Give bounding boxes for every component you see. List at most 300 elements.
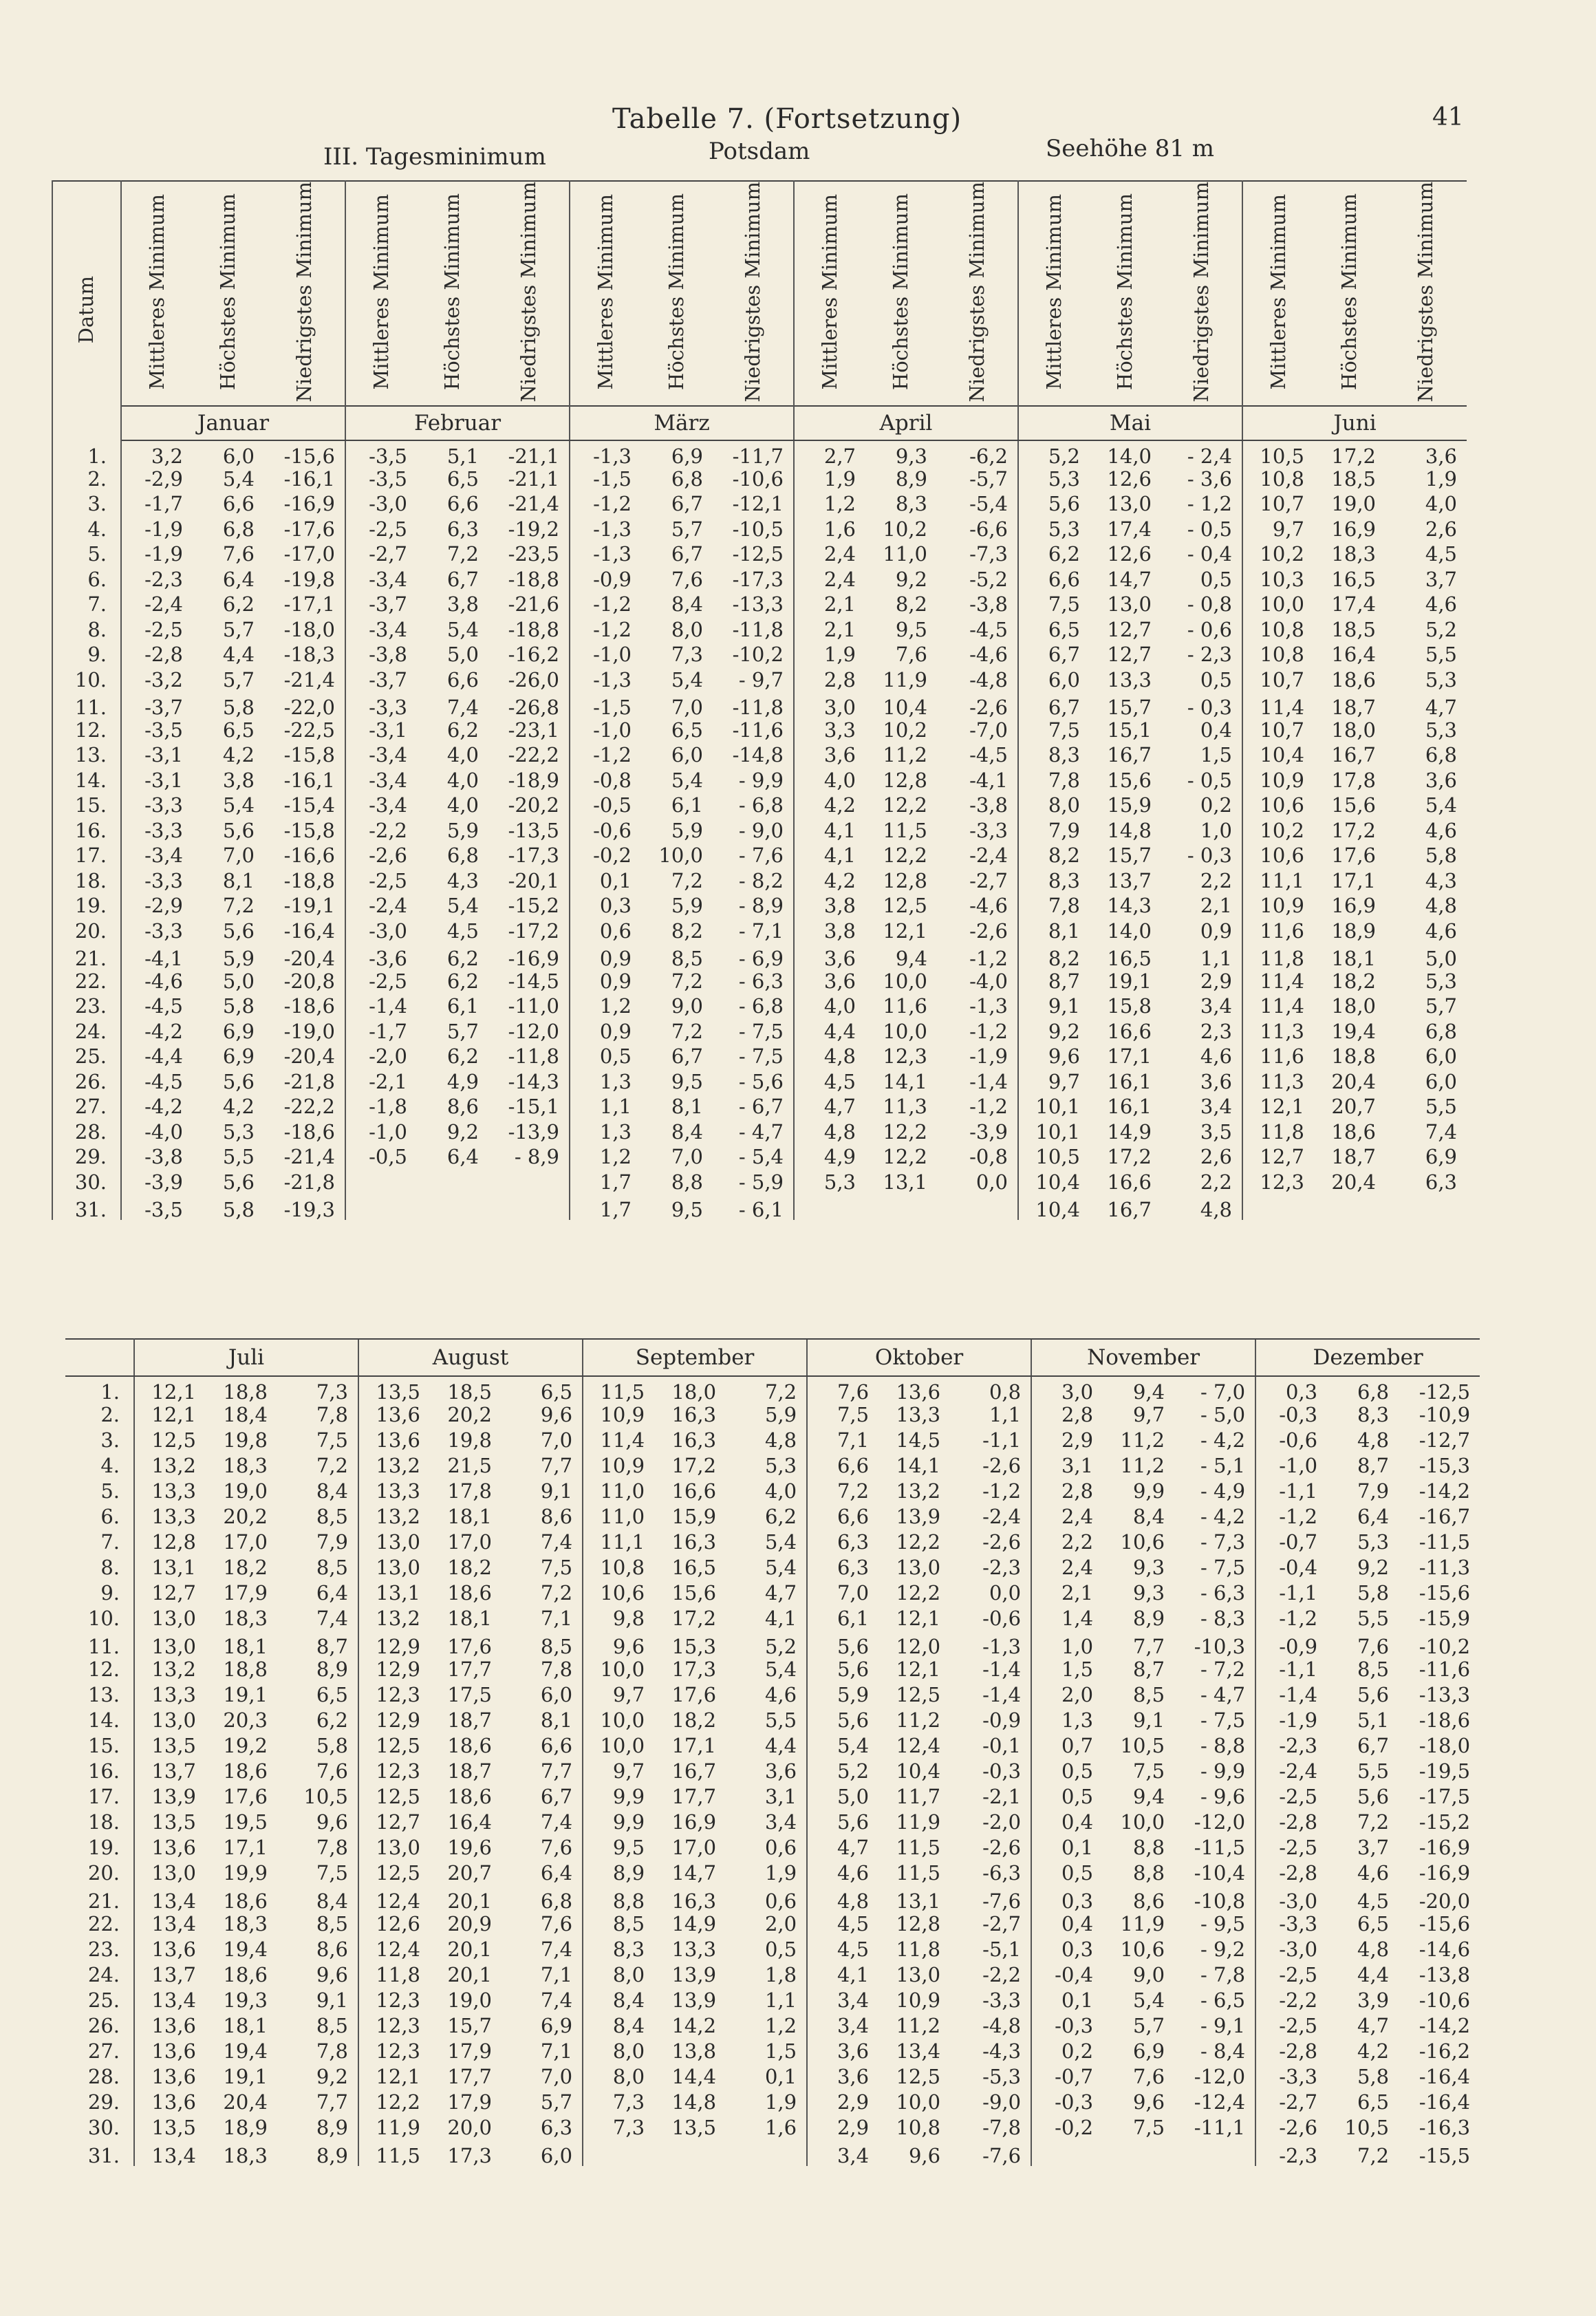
value-cell: 18,8: [223, 1380, 268, 1404]
value-cell: 7,2: [764, 1380, 797, 1404]
value-cell: -1,0: [570, 718, 641, 743]
value-cell: 8,3: [583, 1937, 654, 1962]
value-cell: 19,1: [1107, 969, 1152, 993]
value-cell: -3,4: [144, 844, 183, 868]
value-cell: 6,8: [1357, 1380, 1390, 1404]
value-cell: -16,9: [283, 492, 335, 516]
value-cell: -18,0: [1419, 1734, 1471, 1757]
value-cell: 18,6: [447, 1734, 492, 1757]
value-cell: 10,7: [1242, 718, 1314, 743]
value-cell: 18,0: [1331, 718, 1376, 742]
table-row: [65, 1835, 1480, 1861]
table-row: [65, 1453, 1480, 1479]
value-cell: 17,1: [671, 1734, 717, 1757]
value-cell: -19,0: [283, 1019, 335, 1043]
value-cell: 9,2: [1357, 1556, 1390, 1579]
value-cell: 12,5: [358, 1784, 430, 1810]
value-cell: 6,8: [222, 517, 255, 541]
value-cell: 18,6: [223, 1963, 268, 1986]
value-cell: 17,4: [1107, 517, 1152, 541]
value-cell: 10,4: [883, 695, 927, 719]
value-cell: - 7,8: [1200, 1963, 1246, 1986]
month-label: November: [1031, 1339, 1255, 1376]
table-row: [65, 1759, 1480, 1784]
value-cell: 18,1: [1331, 946, 1376, 970]
value-cell: 4,0: [446, 768, 479, 792]
value-cell: -1,2: [570, 491, 641, 517]
table-row: [52, 667, 1467, 693]
value-cell: -4,5: [969, 617, 1008, 641]
value-cell: - 6,5: [1200, 1988, 1246, 2012]
value-cell: 3,8: [446, 592, 479, 616]
value-cell: -21,1: [508, 467, 559, 491]
value-cell: -11,5: [1194, 1836, 1246, 1859]
value-cell: 5,4: [671, 667, 703, 691]
value-cell: [937, 1194, 1018, 1220]
table-row: [65, 1555, 1480, 1580]
value-cell: 17,9: [447, 2090, 492, 2114]
value-cell: -16,2: [1419, 2039, 1471, 2063]
value-cell: 5,3: [794, 1170, 865, 1195]
value-cell: -5,2: [969, 567, 1008, 591]
value-cell: 13,6: [151, 2014, 196, 2037]
value-cell: 2,1: [794, 592, 865, 617]
value-cell: -1,0: [1255, 1453, 1327, 1479]
value-cell: -1,2: [1255, 1606, 1327, 1631]
value-cell: -20,1: [508, 868, 559, 892]
value-cell: 15,7: [447, 2014, 492, 2037]
value-cell: 12,3: [1242, 1170, 1314, 1195]
value-cell: 4,7: [1425, 695, 1457, 719]
value-cell: 11,5: [883, 818, 927, 842]
value-cell: 14,0: [1107, 444, 1152, 468]
value-cell: 6,2: [446, 946, 479, 970]
value-cell: 9,6: [316, 1810, 348, 1834]
value-cell: -3,5: [144, 1197, 183, 1221]
value-cell: 11,8: [1242, 1119, 1314, 1145]
value-cell: -2,5: [1255, 1835, 1327, 1861]
value-cell: 12,2: [883, 844, 927, 868]
value-cell: 9,5: [895, 617, 927, 641]
value-cell: 12,5: [883, 894, 927, 918]
value-cell: -1,2: [570, 617, 641, 643]
value-cell: -19,8: [283, 567, 335, 591]
value-cell: -12,0: [508, 1019, 559, 1043]
column-header: [417, 181, 488, 406]
value-cell: [1314, 1194, 1385, 1220]
value-cell: 9,4: [1132, 1380, 1165, 1404]
value-cell: 5,9: [764, 1403, 797, 1426]
table-row: [65, 1708, 1480, 1733]
value-cell: -4,5: [144, 994, 183, 1018]
table-row: [52, 868, 1467, 894]
value-cell: 5,2: [764, 1635, 797, 1658]
value-cell: 3,0: [1031, 1376, 1103, 1402]
value-cell: -2,1: [982, 1785, 1022, 1808]
value-cell: -3,3: [144, 919, 183, 943]
day-label: 23.: [65, 1937, 134, 1962]
value-cell: 8,0: [583, 2039, 654, 2064]
value-cell: 6,7: [446, 567, 479, 591]
value-cell: 13,4: [896, 2039, 941, 2063]
table-row: [52, 467, 1467, 492]
value-cell: -0,8: [969, 1145, 1008, 1169]
column-header: [794, 181, 865, 406]
value-cell: 6,0: [1425, 1069, 1457, 1093]
value-cell: 6,4: [316, 1581, 348, 1605]
value-cell: 8,2: [671, 919, 703, 943]
value-cell: -4,8: [969, 667, 1008, 691]
value-cell: - 0,5: [1187, 517, 1232, 541]
value-cell: 11,1: [583, 1530, 654, 1555]
value-cell: [1103, 2141, 1174, 2166]
value-cell: 8,3: [1018, 868, 1090, 894]
value-cell: -17,3: [732, 567, 784, 591]
value-cell: 12,5: [358, 1861, 430, 1886]
value-cell: 12,3: [358, 1682, 430, 1708]
value-cell: 7,5: [540, 1556, 573, 1579]
value-cell: 16,9: [1331, 517, 1376, 541]
value-cell: -22,2: [283, 1095, 335, 1119]
value-cell: 3,6: [807, 2039, 878, 2064]
value-cell: -10,5: [732, 517, 784, 541]
value-cell: -3,0: [1255, 1886, 1327, 1911]
value-cell: 1,3: [570, 1069, 641, 1095]
value-cell: -12,5: [1419, 1380, 1471, 1404]
value-cell: 0,9: [570, 969, 641, 994]
value-cell: 5,5: [1357, 1607, 1390, 1630]
value-cell: 6,9: [671, 444, 703, 468]
value-cell: -12,1: [732, 492, 784, 516]
value-cell: -16,4: [1419, 2090, 1471, 2114]
value-cell: 6,5: [446, 467, 479, 491]
value-cell: 4,0: [764, 1479, 797, 1503]
value-cell: 6,5: [1018, 617, 1090, 643]
value-cell: 2,9: [1200, 969, 1232, 993]
value-cell: 5,6: [807, 1631, 878, 1657]
value-cell: 5,6: [807, 1708, 878, 1733]
value-cell: 9,7: [583, 1759, 654, 1784]
value-cell: -5,4: [969, 492, 1008, 516]
value-cell: 0,4: [1031, 1810, 1103, 1835]
value-cell: 13,6: [896, 1380, 941, 1404]
value-cell: -16,9: [1419, 1836, 1471, 1859]
value-cell: 9,4: [1132, 1785, 1165, 1808]
value-cell: 0,7: [1031, 1733, 1103, 1759]
column-label: Mittleres Minimum: [1266, 194, 1290, 390]
value-cell: -4,4: [144, 1044, 183, 1069]
value-cell: -0,6: [570, 818, 641, 844]
value-cell: 5,8: [316, 1734, 348, 1757]
day-label: 27.: [52, 1094, 121, 1119]
value-cell: 10,6: [1120, 1530, 1165, 1554]
value-cell: -13,5: [508, 818, 559, 842]
day-label: 2.: [65, 1402, 134, 1428]
value-cell: 1,0: [1031, 1631, 1103, 1657]
value-cell: 6,6: [1018, 567, 1090, 592]
value-cell: - 6,8: [738, 793, 784, 817]
value-cell: 6,1: [671, 793, 703, 817]
value-cell: -12,0: [1194, 2065, 1246, 2088]
value-cell: 10,0: [883, 1019, 927, 1043]
value-cell: 13,6: [151, 2090, 196, 2114]
value-cell: 3,8: [222, 768, 255, 792]
value-cell: 13,4: [151, 2144, 196, 2167]
value-cell: 18,8: [223, 1658, 268, 1681]
value-cell: -20,0: [1419, 1889, 1471, 1913]
column-header: [1385, 181, 1467, 406]
value-cell: 7,2: [446, 542, 479, 566]
value-cell: -17,2: [508, 919, 559, 943]
value-cell: 8,5: [583, 1911, 654, 1937]
value-cell: 13,0: [151, 1635, 196, 1658]
value-cell: 18,7: [447, 1708, 492, 1732]
value-cell: 4,6: [1357, 1861, 1390, 1885]
value-cell: 5,1: [1357, 1708, 1390, 1732]
value-cell: - 8,8: [1200, 1734, 1246, 1757]
value-cell: 6,2: [1018, 542, 1090, 567]
value-cell: -2,2: [982, 1963, 1022, 1986]
value-cell: -2,9: [144, 467, 183, 491]
value-cell: 9,0: [671, 994, 703, 1018]
value-cell: 18,5: [1331, 617, 1376, 641]
value-cell: 5,7: [1132, 2014, 1165, 2037]
value-cell: 12,2: [358, 2090, 430, 2115]
value-cell: - 0,4: [1187, 542, 1232, 566]
value-cell: 1,2: [764, 2014, 797, 2037]
value-cell: 10,4: [896, 1759, 941, 1783]
value-cell: 9,6: [583, 1631, 654, 1657]
value-cell: -13,3: [1419, 1683, 1471, 1706]
value-cell: 15,6: [671, 1581, 717, 1605]
top-data-table: [52, 180, 1467, 1220]
value-cell: 1,6: [794, 517, 865, 542]
value-cell: 6,1: [807, 1606, 878, 1631]
value-cell: 0,3: [570, 893, 641, 919]
value-cell: 13,6: [358, 1428, 430, 1453]
value-cell: 17,9: [447, 2039, 492, 2063]
column-header: [1314, 181, 1385, 406]
value-cell: 5,6: [1018, 491, 1090, 517]
value-cell: 8,1: [222, 868, 255, 892]
value-cell: -0,2: [1031, 2115, 1103, 2141]
value-cell: -0,2: [570, 843, 641, 868]
value-cell: 5,4: [764, 1556, 797, 1579]
value-cell: 5,7: [222, 617, 255, 641]
value-cell: 2,4: [794, 567, 865, 592]
value-cell: 2,3: [1200, 1019, 1232, 1043]
value-cell: -0,4: [1031, 1962, 1103, 1988]
page-number: 41: [1432, 103, 1464, 131]
value-cell: 17,0: [671, 1836, 717, 1859]
value-cell: -11,8: [732, 695, 784, 719]
value-cell: 6,2: [446, 718, 479, 742]
value-cell: 18,2: [1331, 969, 1376, 993]
value-cell: 19,8: [447, 1428, 492, 1452]
value-cell: 2,1: [794, 617, 865, 643]
value-cell: 16,4: [1331, 643, 1376, 667]
value-cell: -16,2: [508, 643, 559, 667]
value-cell: -2,6: [345, 843, 417, 868]
table-row: [52, 617, 1467, 643]
value-cell: 17,7: [447, 2065, 492, 2088]
table-row: [65, 1911, 1480, 1937]
value-cell: -23,5: [508, 542, 559, 566]
value-cell: -26,8: [508, 695, 559, 719]
value-cell: 1,6: [764, 2116, 797, 2139]
value-cell: 12,1: [896, 1658, 941, 1681]
value-cell: 13,9: [671, 1988, 717, 2012]
value-cell: 7,8: [1018, 893, 1090, 919]
value-cell: 6,3: [540, 2116, 573, 2139]
bottom-data-table: [65, 1338, 1480, 2166]
value-cell: 5,9: [807, 1682, 878, 1708]
value-cell: -15,8: [283, 818, 335, 842]
value-cell: 9,1: [540, 1479, 573, 1503]
value-cell: 16,7: [1107, 743, 1152, 767]
value-cell: 11,2: [896, 1708, 941, 1732]
value-cell: [417, 1194, 488, 1220]
value-cell: 13,3: [896, 1403, 941, 1426]
column-label: Höchstes Minimum: [665, 193, 689, 391]
value-cell: 2,4: [1031, 1555, 1103, 1580]
value-cell: 0,4: [1200, 718, 1232, 742]
value-cell: 12,6: [358, 1911, 430, 1937]
value-cell: -17,0: [283, 542, 335, 566]
value-cell: 8,4: [583, 2013, 654, 2039]
table-row: [52, 517, 1467, 542]
value-cell: 4,5: [794, 1069, 865, 1095]
value-cell: -10,4: [1194, 1861, 1246, 1885]
table-row: [65, 1606, 1480, 1631]
value-cell: -1,9: [1255, 1708, 1327, 1733]
value-cell: -16,1: [283, 467, 335, 491]
value-cell: -7,3: [969, 542, 1008, 566]
value-cell: [865, 1194, 937, 1220]
value-cell: 6,5: [316, 1683, 348, 1706]
value-cell: 10,0: [658, 844, 703, 868]
value-cell: -10,6: [732, 467, 784, 491]
value-cell: 17,3: [671, 1658, 717, 1681]
value-cell: 7,6: [1357, 1635, 1390, 1658]
value-cell: -3,4: [345, 567, 417, 592]
value-cell: 13,9: [671, 1963, 717, 1986]
value-cell: 11,2: [1120, 1454, 1165, 1477]
value-cell: 8,4: [1132, 1505, 1165, 1528]
value-cell: -11,8: [732, 617, 784, 641]
value-cell: 12,7: [1107, 617, 1152, 641]
value-cell: 9,1: [1132, 1708, 1165, 1732]
value-cell: 6,7: [671, 542, 703, 566]
value-cell: 6,2: [764, 1505, 797, 1528]
value-cell: 1,1: [570, 1094, 641, 1119]
value-cell: 4,2: [794, 793, 865, 818]
value-cell: -2,3: [144, 567, 183, 591]
value-cell: 11,8: [896, 1938, 941, 1961]
value-cell: 3,6: [807, 2064, 878, 2090]
datum-header: [52, 181, 121, 440]
value-cell: 1,1: [989, 1403, 1022, 1426]
value-cell: -1,7: [345, 1019, 417, 1044]
value-cell: 12,6: [1107, 542, 1152, 566]
value-cell: 7,2: [316, 1454, 348, 1477]
value-cell: 10,0: [1120, 1810, 1165, 1834]
value-cell: -10,2: [732, 643, 784, 667]
value-cell: 9,6: [1132, 2090, 1165, 2114]
value-cell: -3,4: [345, 617, 417, 643]
value-cell: -20,8: [283, 969, 335, 993]
value-cell: 13,1: [896, 1889, 941, 1913]
value-cell: 7,5: [1018, 718, 1090, 743]
value-cell: 14,4: [671, 2065, 717, 2088]
value-cell: 11,4: [1242, 692, 1314, 718]
day-label: 3.: [52, 491, 121, 517]
value-cell: - 4,7: [1200, 1683, 1246, 1706]
table-row: [52, 491, 1467, 517]
value-cell: - 0,6: [1187, 617, 1232, 641]
value-cell: 4,3: [1425, 868, 1457, 892]
value-cell: 13,4: [151, 1912, 196, 1936]
value-cell: -0,3: [982, 1759, 1022, 1783]
value-cell: 14,0: [1107, 919, 1152, 943]
value-cell: 3,9: [1357, 1988, 1390, 2012]
value-cell: 7,5: [1132, 1759, 1165, 1783]
value-cell: - 6,7: [738, 1095, 784, 1119]
value-cell: 1,3: [570, 1119, 641, 1145]
table-row: [52, 768, 1467, 793]
value-cell: 5,1: [446, 444, 479, 468]
value-cell: 0,9: [1200, 919, 1232, 943]
value-cell: 16,7: [1331, 743, 1376, 767]
station-name: Potsdam: [709, 138, 810, 165]
table-row: [65, 1530, 1480, 1555]
value-cell: 9,9: [1132, 1479, 1165, 1503]
value-cell: -3,5: [144, 718, 183, 742]
value-cell: -21,4: [283, 1145, 335, 1169]
value-cell: 12,9: [358, 1657, 430, 1682]
value-cell: -2,3: [1255, 1733, 1327, 1759]
value-cell: 8,6: [316, 1938, 348, 1961]
value-cell: 1,5: [764, 2039, 797, 2063]
value-cell: 5,3: [222, 1119, 255, 1144]
value-cell: 19,0: [223, 1479, 268, 1503]
value-cell: -3,1: [144, 768, 183, 792]
day-label: 22.: [52, 969, 121, 994]
value-cell: 10,0: [583, 1708, 654, 1733]
day-label: 30.: [52, 1170, 121, 1195]
value-cell: -1,2: [969, 946, 1008, 970]
value-cell: 5,8: [1357, 1581, 1390, 1605]
value-cell: 3,6: [794, 742, 865, 768]
value-cell: -9,0: [982, 2090, 1022, 2114]
value-cell: 10,0: [896, 2090, 941, 2114]
value-cell: 16,9: [671, 1810, 717, 1834]
value-cell: 13,7: [151, 1963, 196, 1986]
value-cell: 4,4: [222, 643, 255, 667]
value-cell: 5,6: [222, 818, 255, 842]
value-cell: 15,1: [1107, 718, 1152, 742]
value-cell: 9,6: [908, 2144, 941, 2167]
value-cell: 12,7: [1242, 1144, 1314, 1170]
value-cell: 11,6: [883, 994, 927, 1018]
value-cell: 8,9: [316, 2144, 348, 2167]
value-cell: 5,4: [764, 1658, 797, 1681]
value-cell: 6,7: [671, 492, 703, 516]
value-cell: 9,6: [540, 1403, 573, 1426]
value-cell: 0,5: [764, 1938, 797, 1961]
value-cell: 2,2: [1031, 1530, 1103, 1555]
month-header-row: [52, 406, 1467, 440]
